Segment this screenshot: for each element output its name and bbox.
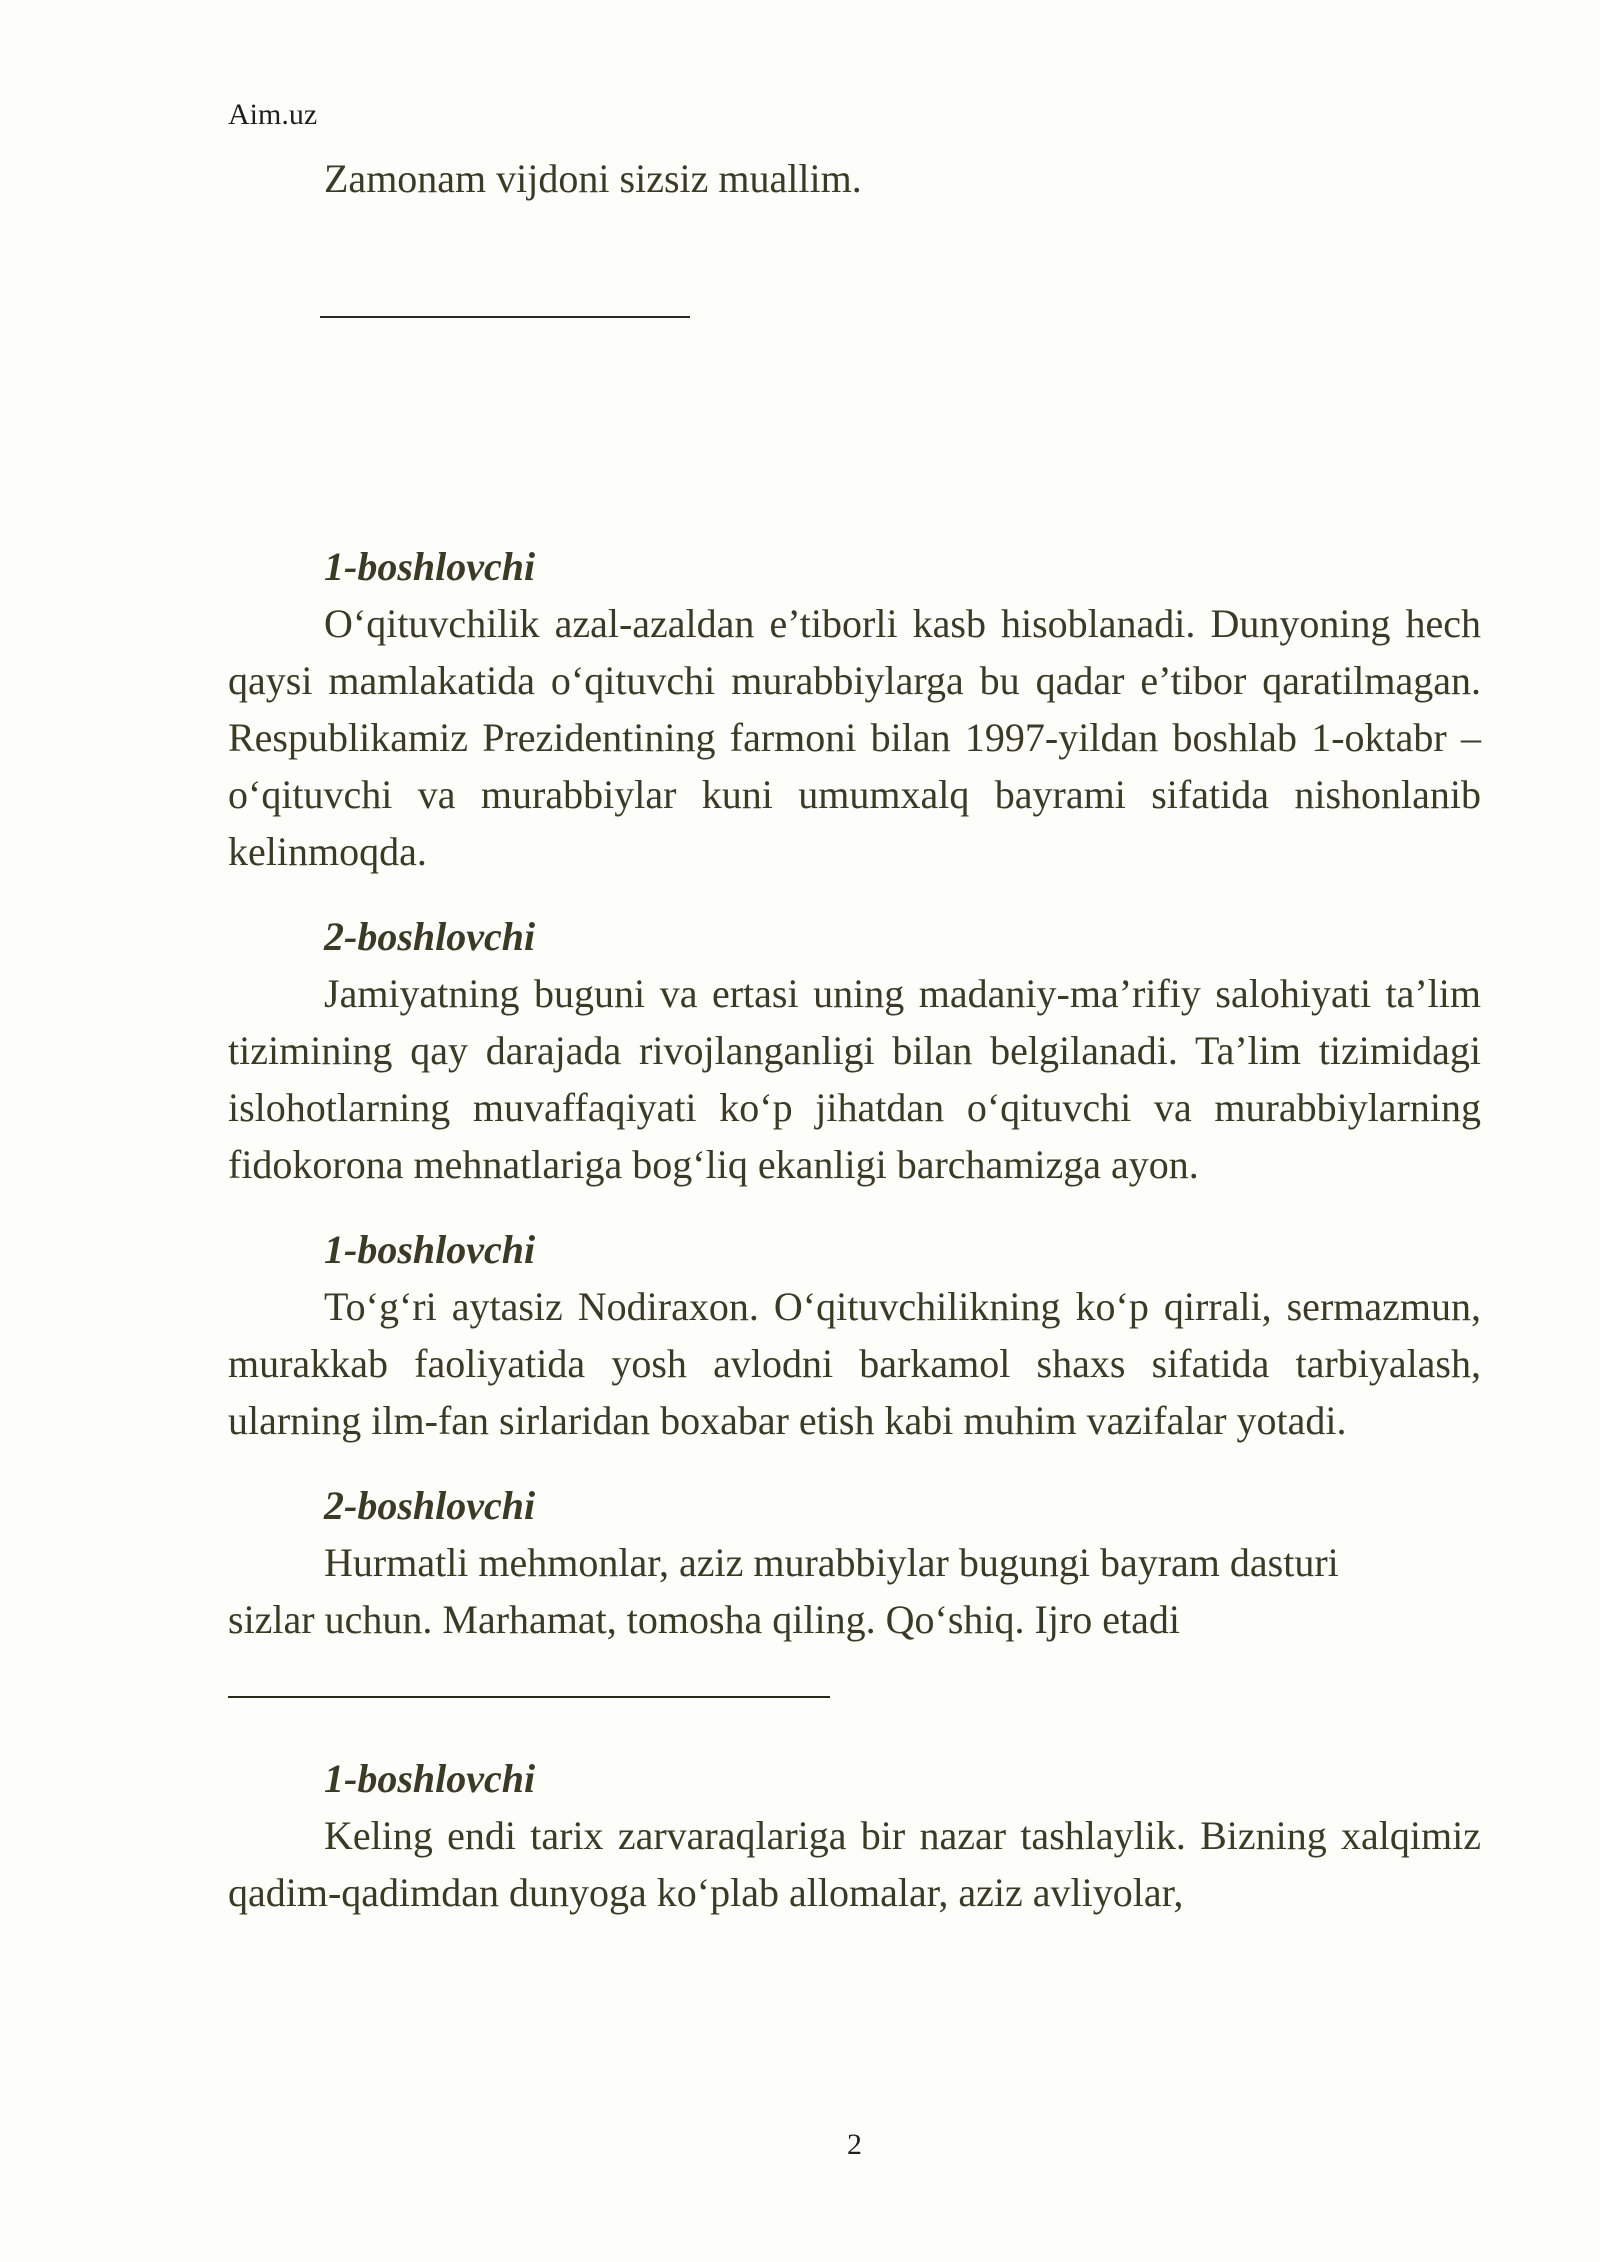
- dialogue-text: Keling endi tarix zarvaraqlariga bir nazar tashlaylik. Bizning xalqimiz qadim-qadimdan dunyoga ko‘plab allomalar, aziz avliyolar,: [228, 1813, 1481, 1915]
- dialogue-text: Jamiyatning buguni va ertasi uning madaniy-ma’rifiy salohiyati ta’lim tizimining qay darajada rivojlanganligi bilan belgilanadi. Ta’lim tizimidagi islohotlarning muvaffaqiyati ko‘p jihatdan o‘qituvchi va murabbiylarning fidokorona mehnatlariga bog‘liq ekanligi barchamizga ayon.: [228, 971, 1481, 1187]
- document-body: [228, 150, 1481, 1921]
- page-number: 2: [847, 2128, 862, 2161]
- speaker-label: 2-boshlovchi: [324, 1483, 536, 1528]
- speaker-label: 1-boshlovchi: [324, 1227, 536, 1272]
- dialogue-text: To‘g‘ri aytasiz Nodiraxon. O‘qituvchilikning ko‘p qirrali, sermazmun, murakkab faoliyatida yosh avlodni barkamol shaxs sifatida tarbiyalash, ularning ilm-fan sirlaridan boxabar etish kabi muhim vazifalar yotadi.: [228, 1284, 1481, 1443]
- dialogue-text: O‘qituvchilik azal-azaldan e’tiborli kasb hisoblanadi. Dunyoning hech qaysi mamlakatida o‘qituvchi murabbiylarga bu qadar e’tibor qaratilmagan. Respublikamiz Prezidentining farmoni bilan 1997-yildan boshlab 1-oktabr – o‘qituvchi va murabbiylar kuni umumxalq bayrami sifatida nishonlanib kelinmoqda.: [228, 601, 1481, 874]
- blank-fill-line: [320, 316, 690, 318]
- dialogue-block: [228, 1477, 1481, 1698]
- dialogue-block: [228, 538, 1481, 880]
- opening-line: Zamonam vijdoni sizsiz muallim.: [324, 156, 862, 201]
- speaker-label: 1-boshlovchi: [324, 1756, 536, 1801]
- dialogue-block: [228, 1221, 1481, 1449]
- dialogue-block: [228, 908, 1481, 1193]
- blank-fill-line: [228, 1696, 830, 1698]
- speaker-label: 2-boshlovchi: [324, 914, 536, 959]
- dialogue-block: [228, 1750, 1481, 1921]
- dialogue-text-line: sizlar uchun. Marhamat, tomosha qiling. Qo‘shiq. Ijro etadi: [228, 1597, 1181, 1642]
- page-header-site: Aim.uz: [228, 98, 318, 131]
- speaker-label: 1-boshlovchi: [324, 544, 536, 589]
- dialogue-text-line: Hurmatli mehmonlar, aziz murabbiylar bugungi bayram dasturi: [324, 1540, 1339, 1585]
